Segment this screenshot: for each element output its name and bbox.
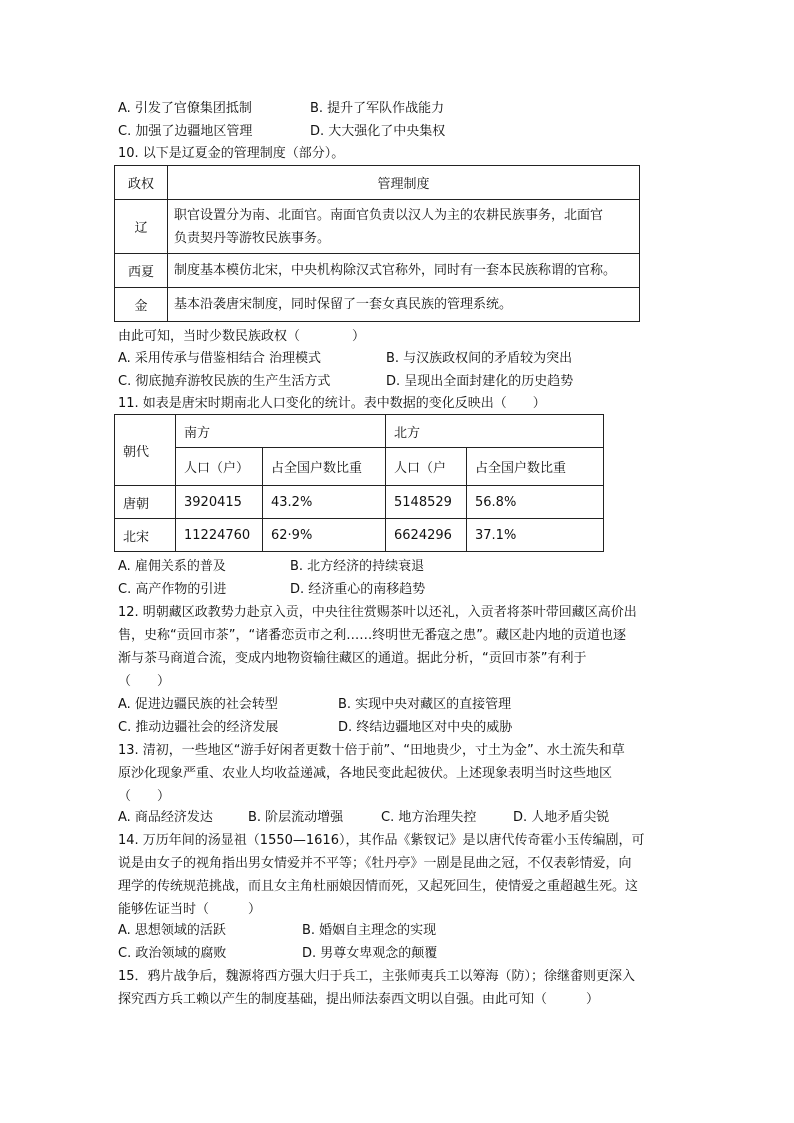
- option-d: D. 男尊女卑观念的颠覆: [302, 946, 438, 961]
- question-14-line: 能够佐证当时（ ）: [118, 902, 262, 917]
- option-d: D. 大大强化了中央集权: [310, 124, 446, 139]
- option-d: D. 人地矛盾尖锐: [513, 810, 610, 825]
- table-subheader-row: [115, 448, 604, 486]
- question-12-line: 售，史称“贡回市茶”，“诸番恋贡市之利……终明世无番寇之患”。藏区赴内地的贡道也逐: [118, 628, 626, 643]
- question-10-stem: 10. 以下是辽夏金的管理制度（部分）。: [118, 146, 345, 161]
- system-line: 职官设置分为南、北面官。南面官负责以汉人为主的农耕民族事务，北面官: [174, 207, 604, 223]
- system-line: 负责契丹等游牧民族事务。: [174, 230, 331, 246]
- option-d: D. 呈现出全面封建化的历史趋势: [386, 374, 574, 389]
- question-13-line: （ ）: [118, 789, 171, 804]
- south-pct-cell: 43.2%: [263, 486, 386, 519]
- system-cell: 基本沿袭唐宋制度，同时保留了一套女真民族的管理系统。: [168, 288, 640, 322]
- header-system: 管理制度: [168, 166, 640, 200]
- option-a: A. 商品经济发达: [118, 810, 213, 825]
- question-12-line: （ ）: [118, 674, 171, 689]
- option-d: D. 经济重心的南移趋势: [290, 582, 426, 597]
- regime-cell: 辽: [115, 200, 168, 254]
- option-b: B. 婚姻自主理念的实现: [302, 923, 437, 938]
- option-b: B. 阶层流动增强: [248, 810, 344, 825]
- south-pct-cell: 62·9%: [263, 519, 386, 552]
- north-pop-cell: 5148529: [386, 486, 467, 519]
- option-b: B. 实现中央对藏区的直接管理: [338, 697, 512, 712]
- south-pop-cell: 3920415: [176, 486, 263, 519]
- north-pct-cell: 56.8%: [467, 486, 604, 519]
- option-c: C. 高产作物的引进: [118, 582, 227, 597]
- header-regime: 政权: [115, 166, 168, 200]
- north-pct-cell: 37.1%: [467, 519, 604, 552]
- option-c: C. 加强了边疆地区管理: [118, 124, 253, 139]
- option-a: A. 引发了官僚集团抵制: [118, 101, 252, 116]
- option-c: C. 推动边疆社会的经济发展: [118, 720, 279, 735]
- header-dynasty: 朝代: [115, 415, 176, 486]
- subheader-north-pct: 占全国户数比重: [467, 448, 604, 486]
- option-c: C. 彻底抛弃游牧民族的生产生活方式: [118, 374, 331, 389]
- regime-cell: 金: [115, 288, 168, 322]
- table-row: [115, 200, 640, 254]
- option-d: D. 终结边疆地区对中央的威胁: [338, 720, 513, 735]
- question-15-line: 15．鸦片战争后，魏源将西方强大归于兵工，主张师夷兵工以筹海（防）；徐继畬则更深入: [118, 969, 636, 984]
- subheader-north-pop: 人口（户: [386, 448, 467, 486]
- option-b: B. 提升了军队作战能力: [310, 101, 445, 116]
- option-a: A. 采用传承与借鉴相结合 治理模式: [118, 351, 322, 366]
- question-13-line: 原沙化现象严重、农业人均收益递减，各地民变此起彼伏。上述现象表明当时这些地区: [118, 766, 613, 781]
- north-pop-cell: 6624296: [386, 519, 467, 552]
- table-header-row: [115, 415, 604, 448]
- subheader-south-pct: 占全国户数比重: [263, 448, 386, 486]
- population-table: [114, 414, 604, 552]
- header-south: 南方: [176, 415, 386, 448]
- question-12-line: 12. 明朝藏区政教势力赴京入贡，中央往往赏赐茶叶以还礼，入贡者将茶叶带回藏区高价出: [118, 605, 637, 620]
- system-cell: 制度基本模仿北宋，中央机构除汉式官称外，同时有一套本民族称谓的官称。: [168, 254, 640, 288]
- question-14-line: 说是由女子的视角指出男女情爱并不平等；《牡丹亭》一剧是昆曲之冠，不仅表彰情爱，向: [118, 856, 632, 871]
- option-a: A. 促进边疆民族的社会转型: [118, 697, 278, 712]
- question-15-line: 探究西方兵工赖以产生的制度基础，提出师法泰西文明以自强。由此可知（ ）: [118, 992, 600, 1007]
- regime-cell: 西夏: [115, 254, 168, 288]
- dynasty-cell: 唐朝: [115, 486, 176, 519]
- table-row: [115, 254, 640, 288]
- table-header-row: [115, 166, 640, 200]
- option-b: B. 北方经济的持续衰退: [290, 559, 425, 574]
- question-10-prompt: 由此可知，当时少数民族政权（ ）: [118, 329, 366, 344]
- option-c: C. 政治领域的腐败: [118, 946, 227, 961]
- subheader-south-pop: 人口（户）: [176, 448, 263, 486]
- table-row: [115, 486, 604, 519]
- south-pop-cell: 11224760: [176, 519, 263, 552]
- table-row: [115, 288, 640, 322]
- regime-system-table: [114, 165, 640, 322]
- system-cell: [168, 200, 640, 254]
- table-row: [115, 519, 604, 552]
- question-14-line: 理学的传统规范挑战，而且女主角杜丽娘因情而死，又起死回生，使情爱之重超越生死。这: [118, 879, 639, 894]
- question-11-stem: 11. 如表是唐宋时期南北人口变化的统计。表中数据的变化反映出（ ）: [118, 396, 546, 411]
- dynasty-cell: 北宋: [115, 519, 176, 552]
- question-12-line: 渐与茶马商道合流，变成内地物资输往藏区的通道。据此分析，“贡回市茶”有利于: [118, 651, 587, 666]
- question-14-line: 14. 万历年间的汤显祖（1550—1616），其作品《紫钗记》是以唐代传奇霍小玉传编剧，可: [118, 833, 645, 848]
- option-a: A. 思想领域的活跃: [118, 923, 226, 938]
- header-north: 北方: [386, 415, 604, 448]
- question-13-line: 13. 清初，一些地区“游手好闲者更数十倍于前”、“田地贵少，寸土为金”、水土流失和草: [118, 743, 625, 758]
- option-c: C. 地方治理失控: [381, 810, 477, 825]
- option-b: B. 与汉族政权间的矛盾较为突出: [386, 351, 573, 366]
- option-a: A. 雇佣关系的普及: [118, 559, 226, 574]
